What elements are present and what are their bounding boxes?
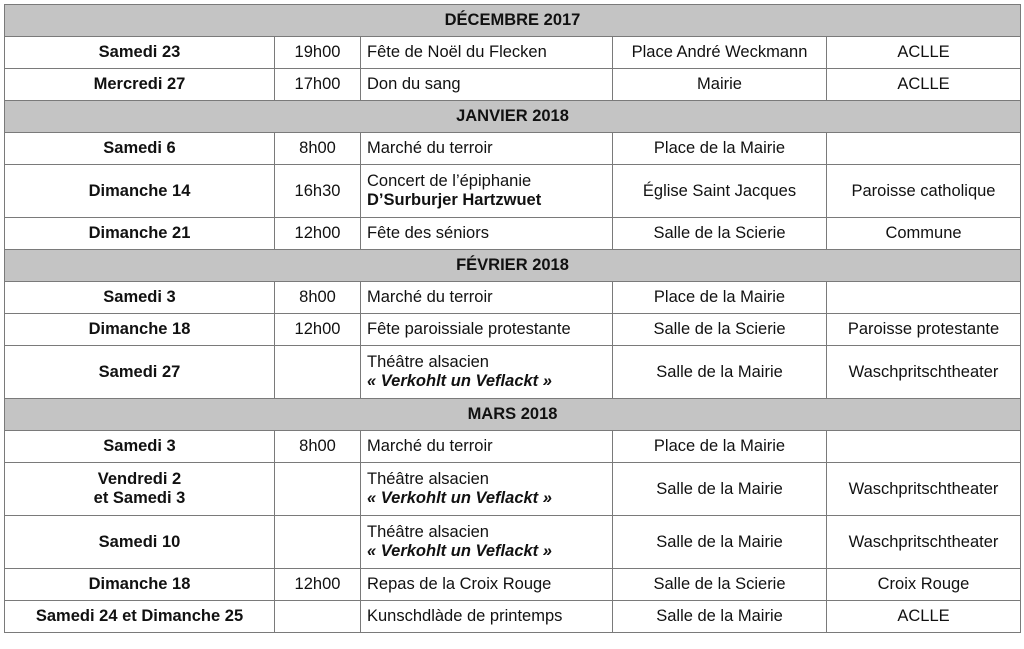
event-subtitle: D’Surburjer Hartzwuet [367,191,542,209]
event-place: Salle de la Scierie [613,218,827,250]
event-organizer: Waschpritschtheater [827,463,1021,516]
event-description-cell [361,463,613,516]
event-description-cell [361,37,613,69]
event-description-cell [361,282,613,314]
month-header-row [5,5,1021,37]
event-date-cell [5,218,275,250]
event-name: Don du sang [367,75,461,93]
event-row [5,282,1021,314]
month-title: MARS 2018 [5,399,1021,431]
event-date: Samedi 6 [103,139,176,157]
event-name: Marché du terroir [367,139,493,157]
event-subtitle: « Verkohlt un Veflackt » [367,372,552,390]
event-row [5,69,1021,101]
event-name: Fête des séniors [367,224,489,242]
event-organizer: Waschpritschtheater [827,346,1021,399]
event-name: Théâtre alsacien [367,470,489,488]
event-date: Samedi 3 [103,437,176,455]
event-date-cell [5,516,275,569]
event-time: 16h30 [275,165,361,218]
month-header-row [5,399,1021,431]
event-organizer: ACLLE [827,601,1021,633]
event-date: Vendredi 2 [97,470,182,488]
event-name: Repas de la Croix Rouge [367,575,552,593]
event-time [275,601,361,633]
event-date: Dimanche 14 [88,181,191,200]
event-row [5,133,1021,165]
event-time [275,463,361,516]
event-row [5,431,1021,463]
event-place: Salle de la Mairie [613,516,827,569]
event-time [275,516,361,569]
event-place: Église Saint Jacques [613,165,827,218]
events-calendar-table [4,4,1021,633]
event-organizer: Waschpritschtheater [827,516,1021,569]
event-organizer [827,133,1021,165]
event-date: Dimanche 18 [88,575,191,593]
event-row [5,218,1021,250]
event-organizer: Commune [827,218,1021,250]
event-date-cell [5,346,275,399]
event-date-cell [5,314,275,346]
event-organizer [827,282,1021,314]
event-date: Samedi 24 et Dimanche 25 [35,607,244,625]
event-place: Mairie [613,69,827,101]
event-time [275,346,361,399]
event-subtitle: « Verkohlt un Veflackt » [367,489,552,507]
event-description-cell [361,516,613,569]
event-date-cell [5,431,275,463]
event-name: Kunschdlàde de printemps [367,607,563,625]
event-description-cell [361,346,613,399]
event-date-cell [5,69,275,101]
event-date-cell [5,165,275,218]
event-date: Samedi 27 [98,362,181,381]
event-name: Fête paroissiale protestante [367,320,571,338]
event-date-cell [5,463,275,516]
event-time: 8h00 [275,133,361,165]
event-date: Mercredi 27 [93,75,186,93]
event-place: Place de la Mairie [613,133,827,165]
event-organizer: Paroisse catholique [827,165,1021,218]
event-description-cell [361,218,613,250]
event-date: Dimanche 21 [88,224,191,242]
month-header-row [5,250,1021,282]
event-row [5,569,1021,601]
event-row [5,601,1021,633]
event-date-cell [5,282,275,314]
event-description-cell [361,133,613,165]
event-name: Marché du terroir [367,288,493,306]
event-row [5,346,1021,399]
event-place: Salle de la Scierie [613,314,827,346]
event-name: Marché du terroir [367,437,493,455]
event-date-cell [5,569,275,601]
event-name: Théâtre alsacien [367,523,489,541]
calendar-body [5,5,1021,633]
event-place: Salle de la Mairie [613,346,827,399]
event-place: Place de la Mairie [613,431,827,463]
event-date-cell [5,133,275,165]
event-description-cell [361,165,613,218]
event-place: Place de la Mairie [613,282,827,314]
event-organizer: Croix Rouge [827,569,1021,601]
event-row [5,314,1021,346]
event-date: et Samedi 3 [93,489,186,507]
event-time: 8h00 [275,431,361,463]
event-description-cell [361,431,613,463]
event-time: 12h00 [275,569,361,601]
event-row [5,165,1021,218]
event-description-cell [361,69,613,101]
month-header-row [5,101,1021,133]
month-title: JANVIER 2018 [5,101,1021,133]
event-place: Salle de la Mairie [613,601,827,633]
event-time: 8h00 [275,282,361,314]
event-organizer: Paroisse protestante [827,314,1021,346]
event-date-cell [5,601,275,633]
event-organizer: ACLLE [827,37,1021,69]
event-row [5,516,1021,569]
event-date: Dimanche 18 [88,320,191,338]
event-name: Concert de l’épiphanie [367,172,532,190]
month-title: DÉCEMBRE 2017 [5,5,1021,37]
event-date: Samedi 3 [103,288,176,306]
event-subtitle: « Verkohlt un Veflackt » [367,542,552,560]
event-row [5,37,1021,69]
event-date: Samedi 23 [98,43,181,61]
event-time: 19h00 [275,37,361,69]
event-time: 12h00 [275,314,361,346]
event-place: Place André Weckmann [613,37,827,69]
event-organizer [827,431,1021,463]
month-title: FÉVRIER 2018 [5,250,1021,282]
event-time: 12h00 [275,218,361,250]
event-date: Samedi 10 [98,532,181,551]
event-organizer: ACLLE [827,69,1021,101]
event-name: Théâtre alsacien [367,353,489,371]
event-date-cell [5,37,275,69]
event-description-cell [361,601,613,633]
event-name: Fête de Noël du Flecken [367,43,547,61]
event-place: Salle de la Scierie [613,569,827,601]
event-description-cell [361,569,613,601]
event-description-cell [361,314,613,346]
event-place: Salle de la Mairie [613,463,827,516]
event-time: 17h00 [275,69,361,101]
event-row [5,463,1021,516]
